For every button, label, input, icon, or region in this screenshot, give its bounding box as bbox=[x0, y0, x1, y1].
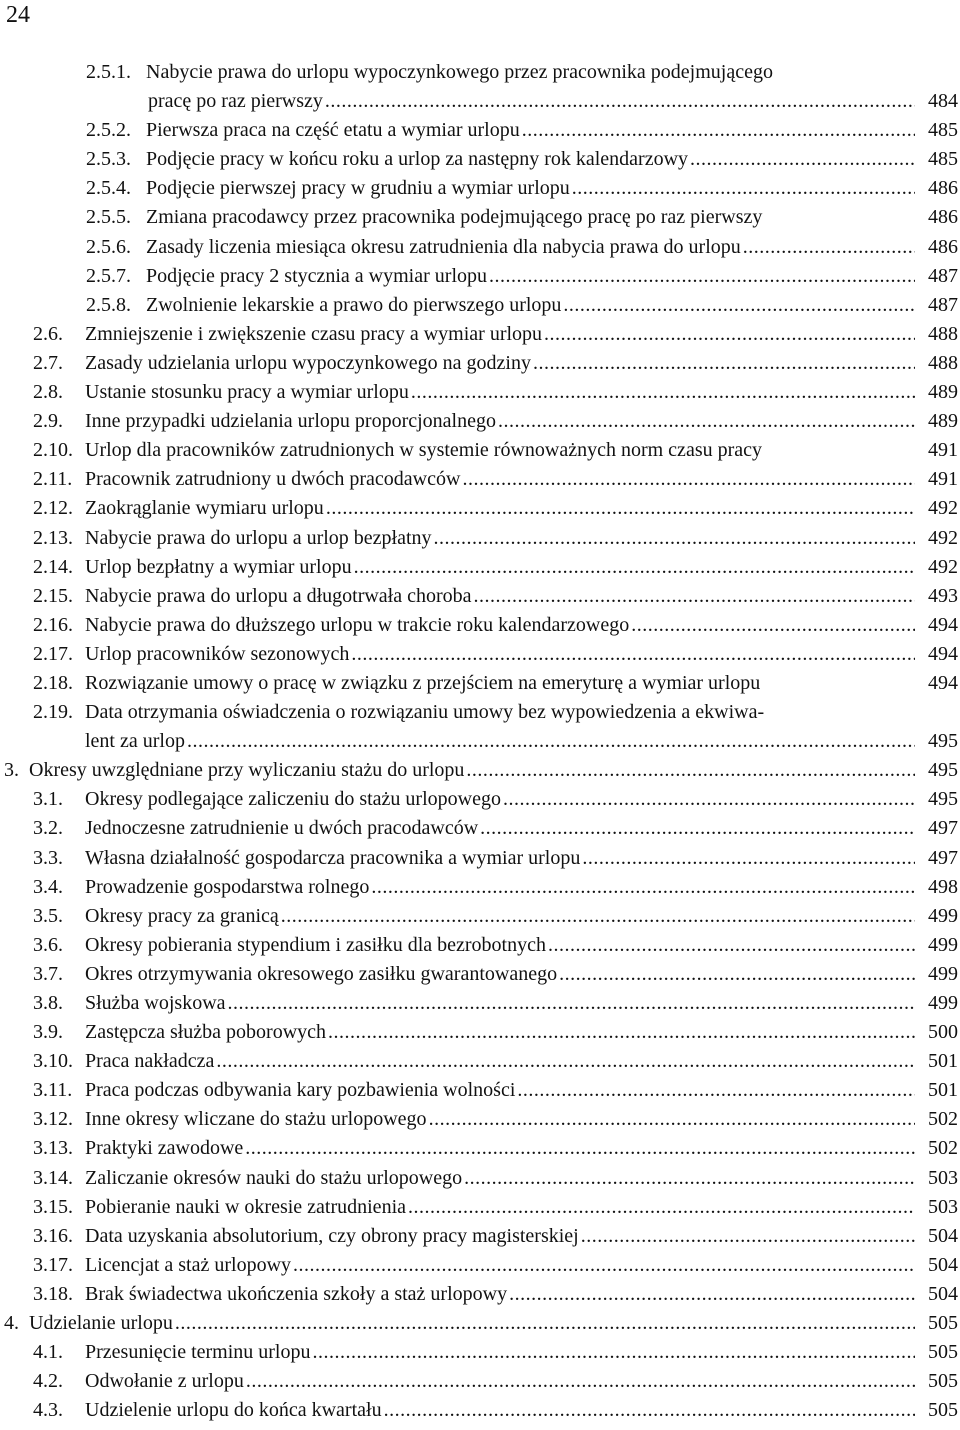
toc-entry-title: Udzielenie urlopu do końca kwartału bbox=[85, 1399, 382, 1422]
toc-entry-page: 485 bbox=[928, 148, 958, 171]
toc-entry-body bbox=[85, 1338, 960, 1367]
toc-entry-page: 504 bbox=[928, 1282, 958, 1305]
toc-entry[interactable] bbox=[0, 1251, 960, 1280]
toc-entry-body bbox=[85, 1367, 960, 1396]
toc-entry[interactable] bbox=[0, 611, 960, 640]
toc-entry-page: 494 bbox=[928, 613, 958, 636]
toc-entry-body bbox=[85, 1164, 960, 1193]
toc-entry-page: 505 bbox=[928, 1312, 958, 1335]
toc-entry[interactable] bbox=[0, 1222, 960, 1251]
dot-leader bbox=[544, 320, 915, 349]
toc-entry-number: 2.5.7. bbox=[86, 264, 131, 287]
toc-entry-page: 491 bbox=[928, 468, 958, 491]
toc-entry-title: Okres otrzymywania okresowego zasiłku gwarantowanego bbox=[85, 962, 558, 985]
toc-entry-body bbox=[146, 291, 960, 320]
toc-entry-page: 491 bbox=[928, 439, 958, 462]
dot-leader bbox=[517, 1076, 915, 1105]
toc-entry-page: 502 bbox=[928, 1137, 958, 1160]
toc-entry[interactable] bbox=[0, 814, 960, 843]
dot-leader bbox=[466, 756, 915, 785]
toc-entry-body bbox=[85, 989, 960, 1018]
toc-entry-number: 3.9. bbox=[33, 1021, 63, 1044]
toc-entry[interactable] bbox=[0, 407, 960, 436]
toc-entry-page: 498 bbox=[928, 875, 958, 898]
dot-leader bbox=[503, 785, 915, 814]
toc-entry-page: 494 bbox=[928, 671, 958, 694]
toc-entry-title: Zmiana pracodawcy przez pracownika podejmującego pracę po raz pierwszy bbox=[146, 206, 763, 229]
toc-entry-body bbox=[146, 174, 960, 203]
toc-entry[interactable] bbox=[0, 698, 960, 727]
dot-leader bbox=[489, 262, 915, 291]
toc-entry[interactable] bbox=[0, 1164, 960, 1193]
toc-entry-page: 493 bbox=[928, 584, 958, 607]
toc-entry-body bbox=[29, 756, 960, 785]
toc-entry-page: 487 bbox=[928, 264, 958, 287]
toc-entry-title: Odwołanie z urlopu bbox=[85, 1370, 244, 1393]
toc-entry-body bbox=[85, 1047, 960, 1076]
toc-entry-body bbox=[85, 727, 960, 756]
toc-entry-page: 501 bbox=[928, 1079, 958, 1102]
toc-entry-page: 505 bbox=[928, 1370, 958, 1393]
toc-entry-title: Urlop pracowników sezonowych bbox=[85, 642, 350, 665]
toc-entry-page: 489 bbox=[928, 410, 958, 433]
toc-entry-number: 2.5.6. bbox=[86, 235, 131, 258]
toc-entry[interactable] bbox=[0, 262, 960, 291]
toc-entry-title: Pracownik zatrudniony u dwóch pracodawców bbox=[85, 468, 461, 491]
toc-entry-number: 2.14. bbox=[33, 555, 73, 578]
toc-entry[interactable] bbox=[0, 1338, 960, 1367]
dot-leader bbox=[246, 1367, 915, 1396]
toc-entry-body bbox=[85, 582, 960, 611]
dot-leader bbox=[293, 1251, 915, 1280]
toc-entry-number: 4. bbox=[4, 1312, 19, 1335]
toc-entry[interactable] bbox=[0, 524, 960, 553]
toc-entry-number: 2.5.1. bbox=[86, 61, 131, 83]
toc-entry[interactable] bbox=[0, 1367, 960, 1396]
toc-entry-number: 2.15. bbox=[33, 584, 73, 607]
toc-entry-title: Urlop bezpłatny a wymiar urlopu bbox=[85, 555, 352, 578]
toc-entry-page: 499 bbox=[928, 933, 958, 956]
toc-entry[interactable] bbox=[0, 902, 960, 931]
dot-leader bbox=[384, 1396, 915, 1425]
toc-entry-number: 2.17. bbox=[33, 642, 73, 665]
dot-leader bbox=[563, 291, 915, 320]
toc-entry-body bbox=[85, 494, 960, 523]
dot-leader bbox=[559, 960, 915, 989]
toc-entry[interactable] bbox=[0, 1309, 960, 1338]
toc-entry-page: 486 bbox=[928, 206, 958, 229]
toc-entry-number: 4.1. bbox=[33, 1341, 63, 1364]
toc-entry-title: Nabycie prawa do dłuższego urlopu w trakcie roku kalendarzowego bbox=[85, 613, 630, 636]
dot-leader bbox=[582, 844, 915, 873]
toc-entry[interactable] bbox=[0, 989, 960, 1018]
page-number: 24 bbox=[6, 2, 30, 28]
dot-leader bbox=[313, 1338, 916, 1367]
toc-entry-body bbox=[85, 640, 960, 669]
toc-entry-page: 486 bbox=[928, 235, 958, 258]
toc-entry-body bbox=[85, 669, 960, 698]
toc-entry-title: Praktyki zawodowe bbox=[85, 1137, 244, 1160]
toc-entry-page: 497 bbox=[928, 846, 958, 869]
toc-entry-page: 500 bbox=[928, 1021, 958, 1044]
toc-entry-number: 3. bbox=[4, 759, 19, 782]
toc-entry-number: 2.12. bbox=[33, 497, 73, 520]
toc-entry-body bbox=[146, 262, 960, 291]
toc-entry-title: Podjęcie pracy w końcu roku a urlop za następny rok kalendarzowy bbox=[146, 148, 689, 171]
dot-leader bbox=[572, 174, 915, 203]
toc-entry-title: Data otrzymania oświadczenia o rozwiązaniu umowy bez wypowiedzenia a ekwiwa- bbox=[85, 701, 765, 724]
toc-entry-page: 501 bbox=[928, 1050, 958, 1073]
toc-entry-page: 504 bbox=[928, 1253, 958, 1276]
table-of-contents bbox=[0, 58, 960, 1425]
toc-entry-page: 488 bbox=[928, 322, 958, 345]
toc-entry-title: Jednoczesne zatrudnienie u dwóch pracodawców bbox=[85, 817, 479, 840]
toc-entry[interactable] bbox=[0, 291, 960, 320]
toc-entry-page: 504 bbox=[928, 1224, 958, 1247]
toc-entry-number: 3.5. bbox=[33, 904, 63, 927]
toc-entry[interactable] bbox=[0, 494, 960, 523]
toc-entry-body bbox=[85, 902, 960, 931]
toc-entry-page: 492 bbox=[928, 555, 958, 578]
toc-entry-title: Nabycie prawa do urlopu wypoczynkowego przez pracownika podejmującego bbox=[146, 61, 773, 83]
toc-entry-title: pracę po raz pierwszy bbox=[148, 90, 323, 113]
toc-entry[interactable] bbox=[0, 960, 960, 989]
toc-entry-page: 484 bbox=[928, 90, 958, 113]
toc-entry-body bbox=[85, 1193, 960, 1222]
toc-entry-body bbox=[85, 553, 960, 582]
toc-entry-page: 502 bbox=[928, 1108, 958, 1131]
toc-entry-number: 2.5.8. bbox=[86, 293, 131, 316]
toc-entry-body bbox=[85, 465, 960, 494]
toc-entry[interactable] bbox=[0, 203, 960, 232]
toc-entry[interactable] bbox=[0, 1134, 960, 1163]
toc-entry[interactable] bbox=[0, 727, 960, 756]
toc-entry-body bbox=[85, 785, 960, 814]
toc-entry-page: 495 bbox=[928, 759, 958, 782]
dot-leader bbox=[187, 727, 915, 756]
toc-entry-page: 505 bbox=[928, 1399, 958, 1422]
toc-entry-title: Zasady udzielania urlopu wypoczynkowego na godziny bbox=[85, 351, 531, 374]
toc-entry-title: Nabycie prawa do urlopu a długotrwała choroba bbox=[85, 584, 472, 607]
toc-entry[interactable] bbox=[0, 640, 960, 669]
toc-entry-number: 3.14. bbox=[33, 1166, 73, 1189]
toc-entry-title: Zastępcza służba poborowych bbox=[85, 1021, 327, 1044]
toc-entry-number: 2.8. bbox=[33, 381, 63, 404]
toc-entry-body bbox=[29, 1309, 960, 1338]
toc-entry-number: 3.18. bbox=[33, 1282, 73, 1305]
toc-entry-number: 3.3. bbox=[33, 846, 63, 869]
toc-entry[interactable] bbox=[0, 58, 960, 87]
toc-entry[interactable] bbox=[0, 873, 960, 902]
toc-entry-page: 485 bbox=[928, 119, 958, 142]
toc-entry-body bbox=[146, 58, 960, 87]
toc-entry[interactable] bbox=[0, 87, 960, 116]
toc-entry-title: Nabycie prawa do urlopu a urlop bezpłatny bbox=[85, 526, 432, 549]
toc-entry[interactable] bbox=[0, 1105, 960, 1134]
toc-entry-number: 2.16. bbox=[33, 613, 73, 636]
toc-entry[interactable] bbox=[0, 1076, 960, 1105]
toc-entry-number: 2.13. bbox=[33, 526, 73, 549]
toc-entry-body bbox=[146, 233, 960, 262]
toc-entry-number: 2.5.5. bbox=[86, 206, 131, 229]
dot-leader bbox=[429, 1105, 915, 1134]
toc-entry-body bbox=[85, 1076, 960, 1105]
dot-leader bbox=[326, 494, 915, 523]
toc-entry-page: 497 bbox=[928, 817, 958, 840]
toc-entry-number: 2.5.2. bbox=[86, 119, 131, 142]
toc-entry-body bbox=[85, 1280, 960, 1309]
toc-entry[interactable] bbox=[0, 436, 960, 465]
toc-entry-number: 2.9. bbox=[33, 410, 63, 433]
toc-entry-body bbox=[85, 873, 960, 902]
toc-entry-title: Licencjat a staż urlopowy bbox=[85, 1253, 292, 1276]
toc-entry-body bbox=[85, 407, 960, 436]
toc-entry[interactable] bbox=[0, 465, 960, 494]
toc-entry-title: Okresy podlegające zaliczeniu do stażu urlopowego bbox=[85, 788, 501, 811]
toc-entry-number: 4.2. bbox=[33, 1370, 63, 1393]
toc-entry[interactable] bbox=[0, 116, 960, 145]
toc-entry-number: 3.6. bbox=[33, 933, 63, 956]
dot-leader bbox=[228, 989, 915, 1018]
toc-entry[interactable] bbox=[0, 174, 960, 203]
dot-leader bbox=[498, 407, 915, 436]
toc-entry-title: Podjęcie pierwszej pracy w grudniu a wymiar urlopu bbox=[146, 177, 570, 200]
toc-entry-body bbox=[146, 145, 960, 174]
dot-leader bbox=[533, 349, 915, 378]
dot-leader bbox=[522, 116, 915, 145]
dot-leader bbox=[354, 553, 915, 582]
dot-leader bbox=[690, 145, 915, 174]
toc-entry-title: lent za urlop bbox=[85, 730, 185, 753]
toc-entry-title: Pierwsza praca na część etatu a wymiar urlopu bbox=[146, 119, 520, 142]
toc-entry-title: Rozwiązanie umowy o pracę w związku z przejściem na emeryturę a wymiar urlopu bbox=[85, 671, 761, 694]
toc-entry-body bbox=[85, 1222, 960, 1251]
toc-entry-page: 505 bbox=[928, 1341, 958, 1364]
toc-entry[interactable] bbox=[0, 553, 960, 582]
toc-entry-body bbox=[85, 611, 960, 640]
toc-entry-body bbox=[85, 436, 960, 465]
toc-entry-body bbox=[85, 1134, 960, 1163]
toc-entry-title: Data uzyskania absolutorium, czy obrony pracy magisterskiej bbox=[85, 1224, 579, 1247]
toc-entry-number: 3.8. bbox=[33, 992, 63, 1014]
toc-entry-number: 2.10. bbox=[33, 439, 73, 462]
toc-entry-number: 3.1. bbox=[33, 788, 63, 811]
toc-entry-number: 3.16. bbox=[33, 1224, 73, 1247]
dot-leader bbox=[325, 87, 915, 116]
dot-leader bbox=[175, 1309, 915, 1338]
toc-entry-number: 2.11. bbox=[33, 468, 73, 491]
toc-entry[interactable] bbox=[0, 931, 960, 960]
toc-entry-number: 3.13. bbox=[33, 1137, 73, 1160]
toc-entry-page: 487 bbox=[928, 293, 958, 316]
toc-entry-number: 2.7. bbox=[33, 351, 63, 374]
toc-entry-page: 492 bbox=[928, 497, 958, 520]
toc-entry-title: Podjęcie pracy 2 stycznia a wymiar urlopu bbox=[146, 264, 487, 287]
toc-entry-body bbox=[85, 1396, 960, 1425]
toc-entry-title: Służba wojskowa bbox=[85, 992, 226, 1014]
toc-entry-body bbox=[85, 1018, 960, 1047]
toc-entry-number: 3.10. bbox=[33, 1050, 73, 1073]
dot-leader bbox=[281, 902, 915, 931]
toc-entry-page: 495 bbox=[928, 788, 958, 811]
toc-entry-title: Brak świadectwa ukończenia szkoły a staż urlopowy bbox=[85, 1282, 508, 1305]
toc-entry-number: 3.17. bbox=[33, 1253, 73, 1276]
dot-leader bbox=[581, 1222, 915, 1251]
toc-entry-body bbox=[85, 960, 960, 989]
toc-entry-page: 488 bbox=[928, 351, 958, 374]
toc-entry-page: 489 bbox=[928, 381, 958, 404]
toc-entry-title: Zaokrąglanie wymiaru urlopu bbox=[85, 497, 324, 520]
toc-entry-page: 503 bbox=[928, 1195, 958, 1218]
dot-leader bbox=[351, 640, 915, 669]
dot-leader bbox=[631, 611, 915, 640]
dot-leader bbox=[474, 582, 915, 611]
toc-entry[interactable] bbox=[0, 756, 960, 785]
dot-leader bbox=[371, 873, 915, 902]
toc-entry[interactable] bbox=[0, 349, 960, 378]
toc-entry-page: 495 bbox=[928, 730, 958, 753]
dot-leader bbox=[743, 233, 915, 262]
dot-leader bbox=[434, 524, 915, 553]
toc-entry-title: Praca nakładcza bbox=[85, 1050, 215, 1073]
toc-entry-title: Zmniejszenie i zwiększenie czasu pracy a wymiar urlopu bbox=[85, 322, 543, 345]
toc-entry-body bbox=[146, 203, 960, 232]
toc-entry[interactable] bbox=[0, 378, 960, 407]
toc-entry-number: 3.4. bbox=[33, 875, 63, 898]
toc-entry[interactable] bbox=[0, 844, 960, 873]
toc-entry-number: 3.7. bbox=[33, 962, 63, 985]
toc-entry-number: 3.15. bbox=[33, 1195, 73, 1218]
toc-entry-title: Inne okresy wliczane do stażu urlopowego bbox=[85, 1108, 427, 1131]
toc-entry[interactable] bbox=[0, 1193, 960, 1222]
toc-entry-body bbox=[85, 378, 960, 407]
toc-entry[interactable] bbox=[0, 145, 960, 174]
dot-leader bbox=[462, 465, 915, 494]
toc-entry-body bbox=[85, 349, 960, 378]
toc-entry-title: Urlop dla pracowników zatrudnionych w systemie równoważnych norm czasu pracy bbox=[85, 439, 763, 462]
toc-entry-page: 499 bbox=[928, 962, 958, 985]
dot-leader bbox=[411, 378, 915, 407]
toc-entry-title: Udzielanie urlopu bbox=[29, 1312, 173, 1335]
toc-entry-title: Własna działalność gospodarcza pracownika a wymiar urlopu bbox=[85, 846, 581, 869]
toc-entry-body bbox=[85, 698, 960, 727]
toc-entry[interactable] bbox=[0, 1018, 960, 1047]
toc-entry[interactable] bbox=[0, 1396, 960, 1425]
dot-leader bbox=[245, 1134, 915, 1163]
toc-entry-title: Zaliczanie okresów nauki do stażu urlopowego bbox=[85, 1166, 463, 1189]
toc-entry-title: Ustanie stosunku pracy a wymiar urlopu bbox=[85, 381, 409, 404]
toc-entry[interactable] bbox=[0, 669, 960, 698]
toc-entry-number: 2.5.3. bbox=[86, 148, 131, 171]
toc-entry[interactable] bbox=[0, 785, 960, 814]
toc-entry-number: 4.3. bbox=[33, 1399, 63, 1422]
toc-entry-body bbox=[85, 524, 960, 553]
dot-leader bbox=[464, 1164, 915, 1193]
toc-entry-page: 503 bbox=[928, 1166, 958, 1189]
toc-entry-title: Przesunięcie terminu urlopu bbox=[85, 1341, 311, 1364]
toc-entry-page: 492 bbox=[928, 526, 958, 549]
toc-entry-title: Okresy pobierania stypendium i zasiłku dla bezrobotnych bbox=[85, 933, 546, 956]
toc-entry-number: 3.12. bbox=[33, 1108, 73, 1131]
toc-entry-body bbox=[148, 87, 960, 116]
toc-entry-body bbox=[146, 116, 960, 145]
dot-leader bbox=[480, 814, 915, 843]
toc-entry-body bbox=[85, 1105, 960, 1134]
dot-leader bbox=[328, 1018, 915, 1047]
toc-entry-page: 499 bbox=[928, 904, 958, 927]
toc-entry-number: 2.19. bbox=[33, 701, 73, 724]
toc-entry-title: Zasady liczenia miesiąca okresu zatrudnienia dla nabycia prawa do urlopu bbox=[146, 235, 741, 258]
toc-entry-title: Inne przypadki udzielania urlopu proporcjonalnego bbox=[85, 410, 496, 433]
toc-entry-number: 3.2. bbox=[33, 817, 63, 840]
toc-entry-number: 3.11. bbox=[33, 1079, 73, 1102]
toc-entry-number: 2.6. bbox=[33, 322, 63, 345]
dot-leader bbox=[509, 1280, 915, 1309]
toc-entry[interactable] bbox=[0, 582, 960, 611]
toc-entry-body bbox=[85, 320, 960, 349]
toc-entry-page: 494 bbox=[928, 642, 958, 665]
toc-entry-page: 486 bbox=[928, 177, 958, 200]
toc-entry-title: Okresy uwzględniane przy wyliczaniu stażu do urlopu bbox=[29, 759, 465, 782]
toc-entry-page: 499 bbox=[928, 992, 958, 1014]
toc-entry[interactable] bbox=[0, 1280, 960, 1309]
toc-entry-title: Prowadzenie gospodarstwa rolnego bbox=[85, 875, 370, 898]
toc-entry-body bbox=[85, 1251, 960, 1280]
toc-entry-title: Praca podczas odbywania kary pozbawienia wolności bbox=[85, 1079, 516, 1102]
toc-entry-number: 2.18. bbox=[33, 671, 73, 694]
toc-entry-body bbox=[85, 814, 960, 843]
toc-entry-title: Pobieranie nauki w okresie zatrudnienia bbox=[85, 1195, 406, 1218]
toc-entry-body bbox=[85, 844, 960, 873]
toc-entry[interactable] bbox=[0, 233, 960, 262]
toc-entry-number: 2.5.4. bbox=[86, 177, 131, 200]
toc-entry[interactable] bbox=[0, 320, 960, 349]
dot-leader bbox=[548, 931, 915, 960]
toc-entry-title: Zwolnienie lekarskie a prawo do pierwszego urlopu bbox=[146, 293, 562, 316]
dot-leader bbox=[408, 1193, 915, 1222]
toc-entry-title: Okresy pracy za granicą bbox=[85, 904, 279, 927]
toc-entry[interactable] bbox=[0, 1047, 960, 1076]
toc-entry-body bbox=[85, 931, 960, 960]
dot-leader bbox=[216, 1047, 915, 1076]
